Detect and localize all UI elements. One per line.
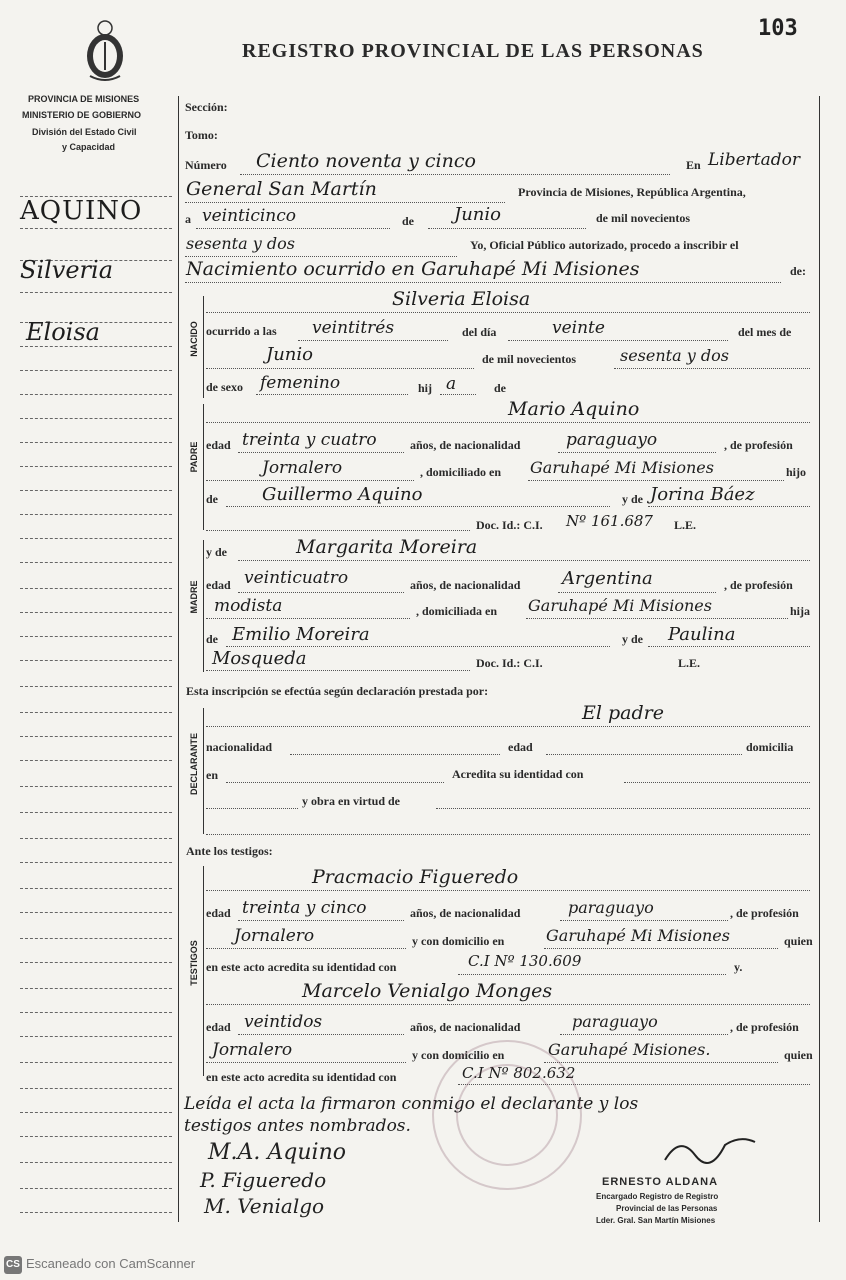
hij-suffix-value: a (446, 374, 457, 394)
ante-testigos-label: Ante los testigos: (186, 844, 273, 858)
padre-ci-value: Nº 161.687 (566, 512, 653, 530)
madre-prof-value: modista (214, 596, 283, 616)
official-seal-inner (456, 1064, 558, 1166)
numero-value: Ciento noventa y cinco (256, 150, 476, 172)
t2-acredita-label: en este acto acredita su identidad con (206, 1070, 397, 1084)
abuela-m-value: Paulina (668, 624, 736, 645)
tomo-label: Tomo: (185, 128, 218, 142)
anio-value: sesenta y dos (186, 234, 295, 253)
camscanner-logo-icon: CS (4, 1256, 22, 1274)
domiciliada-label: , domiciliada en (416, 604, 498, 618)
ocurrido-label: ocurrido a las (206, 324, 277, 338)
ministry-label: MINISTERIO DE GOBIERNO (22, 110, 142, 120)
padre-tab: PADRE (189, 441, 199, 473)
t2-prof-label: , de profesión (730, 1020, 799, 1034)
margin-first-name: Silveria (20, 256, 114, 284)
de2-label: de (494, 381, 506, 395)
testigo2-value: Marcelo Venialgo Monges (302, 980, 553, 1002)
t2-quien-label: quien (784, 1048, 813, 1062)
t1-acredita-label: en este acto acredita su identidad con (206, 960, 397, 974)
seccion-label: Sección: (185, 100, 228, 114)
mes-nac-value: Junio (266, 344, 313, 365)
en-label: En (686, 158, 701, 172)
t1-con-domicilio-label: y con domicilio en (412, 934, 505, 948)
sexo-value: femenino (260, 373, 341, 393)
hij-label: hij (418, 381, 433, 395)
testigo1-value: Pracmacio Figueredo (312, 866, 519, 888)
lugar-value: General San Martín (186, 178, 377, 200)
abuelo-m-value: Emilio Moreira (232, 624, 370, 645)
abuelo-p-value: Guillermo Aquino (262, 484, 423, 505)
t1-nac-value: paraguayo (568, 898, 654, 917)
division-label-2: y Capacidad (62, 142, 116, 152)
en-value: Libertador (708, 150, 801, 170)
provincia-label: Provincia de Misiones, República Argentina, (518, 185, 746, 199)
y-de-label: y de (622, 492, 643, 506)
declarante-value: El padre (582, 702, 664, 724)
coat-of-arms-icon (82, 18, 128, 84)
padre-edad-label: edad (206, 438, 231, 452)
oficial-cargo-2: Provincial de las Personas (616, 1204, 718, 1213)
hijo-label: hijo (786, 465, 807, 479)
sexo-label: de sexo (206, 380, 243, 394)
madre-y-de-label-2: y de (622, 632, 643, 646)
signature-3: M. Venialgo (204, 1194, 325, 1218)
del-dia-label: del día (462, 325, 497, 339)
t1-prof-value: Jornalero (234, 926, 315, 946)
abuela-m-apellido-value: Mosqueda (212, 648, 307, 669)
signature-1: M.A. Aquino (208, 1140, 346, 1165)
anio-nac-value: sesenta y dos (620, 346, 729, 365)
t2-anios-label: años, de nacionalidad (410, 1020, 521, 1034)
padre-nac-value: paraguayo (566, 430, 658, 450)
t1-ci-value: C.I Nº 130.609 (468, 952, 582, 970)
domicilia-label: domicilia (746, 740, 794, 754)
province-label: PROVINCIA DE MISIONES (28, 94, 140, 104)
page-number: 103 (758, 16, 798, 41)
padre-prof-value: Jornalero (262, 458, 343, 478)
t2-edad-value: veintidos (244, 1012, 323, 1032)
padre-doc-label: Doc. Id.: C.I. (476, 518, 543, 532)
madre-nombre-value: Margarita Moreira (296, 536, 478, 558)
t1-quien-label: quien (784, 934, 813, 948)
padre-dom-value: Garuhapé Mi Misiones (530, 458, 714, 477)
mes-value: Junio (454, 204, 501, 225)
de-label: de (402, 214, 414, 228)
padre-prof-label: , de profesión (724, 438, 793, 452)
t2-ci-value: C.I Nº 802.632 (462, 1064, 576, 1082)
division-label: División del Estado Civil (32, 127, 137, 137)
a-label: a (185, 212, 191, 226)
testigos-tab: TESTIGOS (189, 940, 199, 986)
madre-tab: MADRE (189, 580, 199, 614)
madre-edad-label: edad (206, 578, 231, 592)
t1-edad-value: treinta y cinco (242, 898, 367, 918)
t1-prof-label: , de profesión (730, 906, 799, 920)
dia-value: veinticinco (202, 206, 296, 226)
madre-prof-label: , de profesión (724, 578, 793, 592)
t2-prof-value: Jornalero (212, 1040, 293, 1060)
hora-value: veintitrés (312, 318, 395, 338)
margin-second-name: Eloisa (26, 318, 100, 346)
padre-anios-label: años, de nacionalidad (410, 438, 521, 452)
nacido-tab: NACIDO (189, 321, 199, 357)
del-mes-label: del mes de (738, 325, 792, 339)
oficial-lugar: Lder. Gral. San Martín Misiones (596, 1216, 716, 1225)
padre-de-label: de (206, 492, 218, 506)
oficial-cargo: Encargado Registro de Registro (596, 1192, 719, 1201)
padre-edad-value: treinta y cuatro (242, 430, 377, 450)
t1-y-label: y. (734, 960, 743, 974)
madre-y-de-label: y de (206, 545, 227, 559)
mil-nov-2-label: de mil novecientos (482, 352, 576, 366)
scanner-footer: Escaneado con CamScanner (26, 1256, 196, 1271)
madre-le-label: L.E. (678, 656, 701, 670)
padre-le-label: L.E. (674, 518, 697, 532)
acredita-label: Acredita su identidad con (452, 767, 584, 781)
madre-doc-label: Doc. Id.: C.I. (476, 656, 543, 670)
madre-de-label: de (206, 632, 218, 646)
declarante-en-label: en (206, 768, 218, 782)
t1-anios-label: años, de nacionalidad (410, 906, 521, 920)
t2-con-domicilio-label: y con domicilio en (412, 1048, 505, 1062)
madre-nac-value: Argentina (562, 568, 653, 589)
madre-anios-label: años, de nacionalidad (410, 578, 521, 592)
hija-label: hija (790, 604, 811, 618)
obra-label: y obra en virtud de (302, 794, 401, 808)
t2-nac-value: paraguayo (572, 1012, 658, 1031)
madre-edad-value: veinticuatro (244, 568, 349, 588)
official-signature-icon (660, 1130, 760, 1170)
t1-dom-value: Garuhapé Mi Misiones (546, 926, 730, 945)
t2-edad-label: edad (206, 1020, 231, 1034)
mil-novecientos-label: de mil novecientos (596, 211, 690, 225)
nombre-value: Silveria Eloisa (392, 288, 531, 310)
madre-dom-value: Garuhapé Mi Misiones (528, 596, 712, 615)
nacionalidad-label: nacionalidad (206, 740, 273, 754)
abuela-p-value: Jorina Báez (650, 484, 755, 505)
dia-nac-value: veinte (552, 318, 605, 338)
t2-dom-value: Garuhapé Misiones. (548, 1040, 711, 1059)
cierre-line-2: testigos antes nombrados. (184, 1116, 411, 1136)
margin-surname: AQUINO (20, 196, 143, 226)
numero-label: Número (185, 158, 227, 172)
declarante-edad-label: edad (508, 740, 533, 754)
de-colon-label: de: (790, 264, 806, 278)
acto-value: Nacimiento ocurrido en Garuhapé Mi Misiones (186, 258, 640, 280)
domiciliado-label: , domiciliado en (420, 465, 502, 479)
oficial-label: Yo, Oficial Público autorizado, procedo a inscribir el (470, 238, 739, 252)
cierre-line-1: Leída el acta la firmaron conmigo el declarante y los (184, 1094, 639, 1114)
t1-edad-label: edad (206, 906, 231, 920)
oficial-nombre: ERNESTO ALDANA (602, 1176, 719, 1188)
padre-nombre-value: Mario Aquino (508, 398, 640, 420)
document-title: REGISTRO PROVINCIAL DE LAS PERSONAS (242, 40, 704, 62)
signature-2: P. Figueredo (200, 1168, 327, 1192)
inscripcion-label: Esta inscripción se efectúa según declaración prestada por: (186, 684, 489, 698)
declarante-tab: DECLARANTE (189, 733, 199, 795)
